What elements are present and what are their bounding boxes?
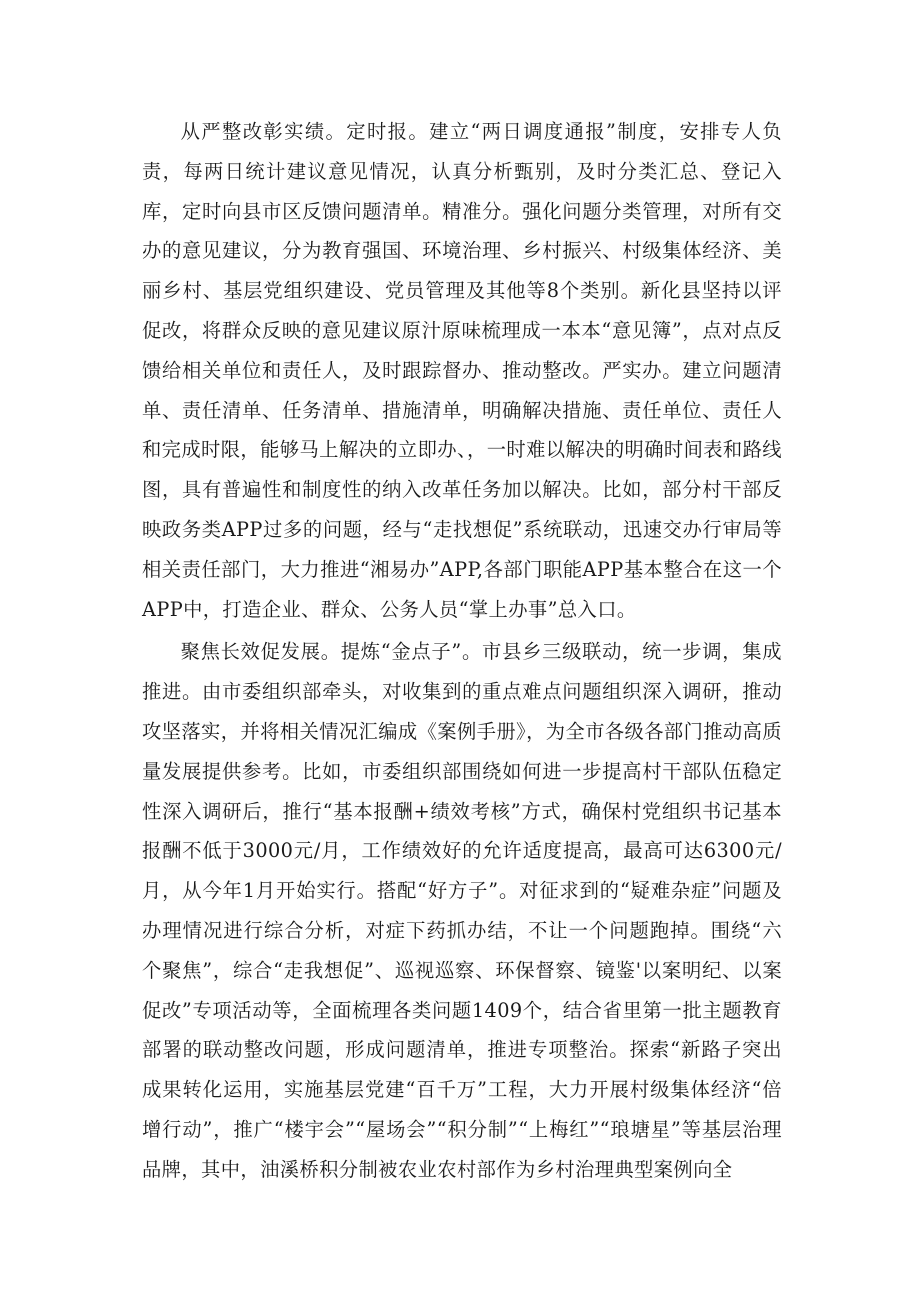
document-body [142, 112, 782, 1193]
paragraph-long-term-development: 聚焦长效促发展。提炼“金点子”。市县乡三级联动，统一步调，集成推进。由市委组织部牵头，对收集到的重点难点问题组织深入调研，推动攻坚落实，并将相关情况汇编成《案例手册》，为全市各级各部门推动高质量发展提供参考。比如，市委组织部围绕如何进一步提高村干部队伍稳定性深入调研后，推行“基本报酬+绩效考核”方式，确保村党组织书记基本报酬不低于3000元/月，工作绩效好的允许适度提高，最高可达6300元/月，从今年1月开始实行。搭配“好方子”。对征求到的“疑难杂症”问题及办理情况进行综合分析，对症下药抓办结，不让一个问题跑掉。围绕“六个聚焦”，综合“走我想促”、巡视巡察、环保督察、镜鉴'以案明纪、以案促改”专项活动等，全面梳理各类问题1409个，结合省里第一批主题教育部署的联动整改问题，形成问题清单，推进专项整治。探索“新路子突出成果转化运用，实施基层党建“百千万”工程，大力开展村级集体经济“倍增行动”，推广“楼宇会”“屋场会”“积分制”“上梅红”“琅塘星”等基层治理品牌，其中，油溪桥积分制被农业农村部作为乡村治理典型案例向全 [142, 640, 782, 1181]
paragraph-rectification: 从严整改彰实绩。定时报。建立“两日调度通报”制度，安排专人负责，每两日统计建议意见情况，认真分析甄别，及时分类汇总、登记入库，定时向县市区反馈问题清单。精准分。强化问题分类管理，对所有交办的意见建议，分为教育强国、环境治理、乡村振兴、村级集体经济、美丽乡村、基层党组织建设、党员管理及其他等8个类别。新化县坚持以评促改，将群众反映的意见建议原汁原味梳理成一本本“意见簿”，点对点反馈给相关单位和责任人，及时跟踪督办、推动整改。严实办。建立问题清单、责任清单、任务清单、措施清单，明确解决措施、责任单位、责任人和完成时限，能够马上解决的立即办、，一时难以解决的明确时间表和路线图，具有普遍性和制度性的纳入改革任务加以解决。比如，部分村干部反映政务类APP过多的问题，经与“走找想促”系统联动，迅速交办行审局等相关责任部门，大力推进“湘易办”APP,各部门职能APP基本整合在这一个APP中，打造企业、群众、公务人员“掌上办事”总入口。 [142, 120, 782, 621]
